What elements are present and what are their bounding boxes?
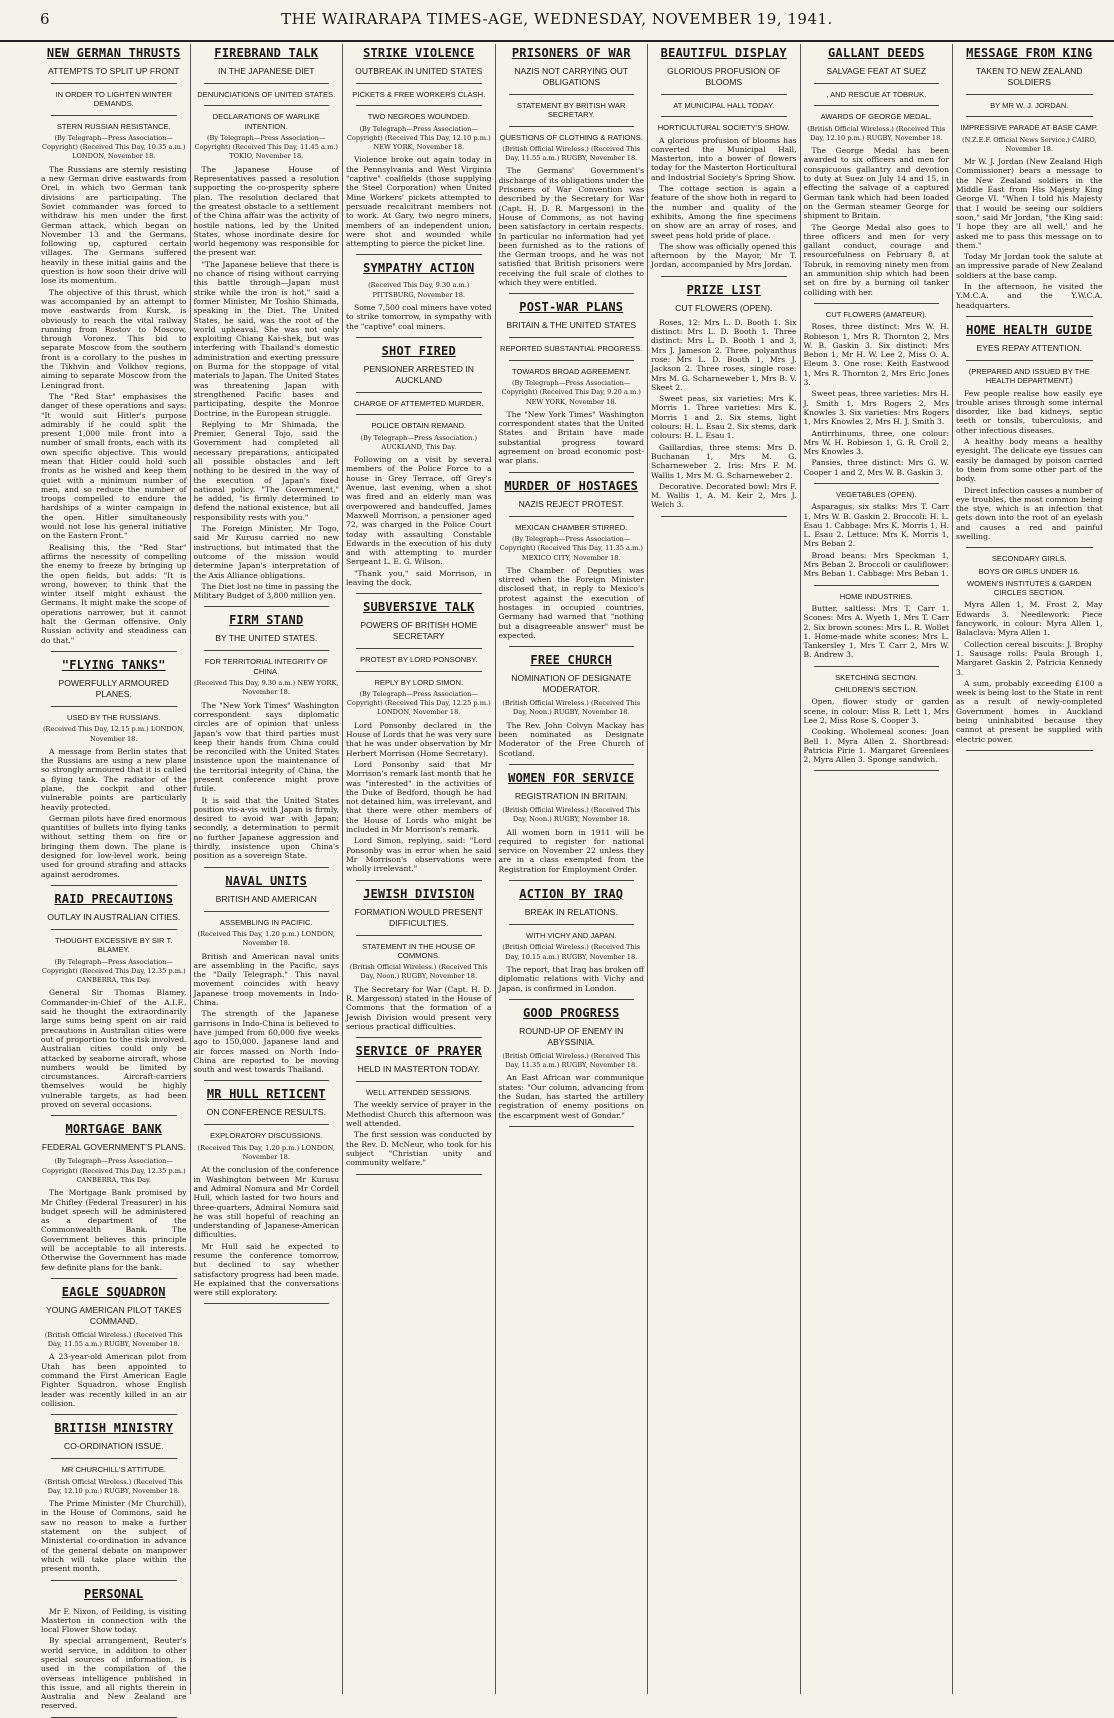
paragraph: The report, that Iraq has broken off diplomatic relations with Vichy and Japan, is confirmed in London. <box>498 964 644 993</box>
article-subheading: REGISTRATION IN BRITAIN. <box>514 790 628 801</box>
article-divider <box>51 885 177 886</box>
article <box>346 46 492 255</box>
dateline: (By Telegraph—Press Association.) AUCKLAND, This Day. <box>360 433 478 451</box>
paragraph: Cooking. Wholemeal scones: Joan Bell 1. Myra Allen 2. Shortbread: Patricia Pirie 1. Margaret Greenlees 2, Myra Allen 3. Sponge sandwich. <box>803 727 949 765</box>
paragraph: Violence broke out again today in the Pennsylvania and West Virginia "captive" coalfields (those supplying the Steel Corporation) when United Mine Workers' pickets attempted to persuade recalcitrant members not to work. At Gary, two negro miners, members of an independent union, were shot and wounded while attempting to pierce the picket line. <box>346 155 492 249</box>
article-divider <box>509 764 635 765</box>
article-divider <box>51 1414 177 1415</box>
article-divider <box>814 303 940 304</box>
paragraph: A healthy body means a healthy eyesight. The delicate eye tissues can easily be damaged by poison carried to them from some other part of the body. <box>956 437 1103 484</box>
dateline: (By Telegraph—Press Association—Copyright) (Received This Day, 12.35 p.m.) CANBERRA, This Day. <box>41 957 186 985</box>
article <box>804 490 950 586</box>
article-subheading: PENSIONER ARRESTED IN AUCKLAND <box>363 363 474 385</box>
paragraph: The "New York Times" Washington correspondent states that the United States and Britain have made substantial progress toward agreement on broad economic post-war plans. <box>498 409 644 466</box>
article-subheading: CHARGE OF ATTEMPTED MURDER. <box>353 398 484 408</box>
divider <box>661 116 787 117</box>
article-divider <box>204 867 330 868</box>
article-subheading: CHILDREN'S SECTION. <box>834 685 918 695</box>
dateline: (N.Z.E.F. Official News Service.) CAIRO, November 18. <box>962 135 1097 153</box>
paragraph: By special arrangement, Reuter's world service, in addition to other special sources of information, is used in the compilation of the overseas intelligence published in this issue, and all rights therein in Australia and New Zealand are reserved. <box>41 1636 187 1711</box>
paragraph: Roses, three distinct: Mrs W. H. Robieson 1, Mrs R. Thornton 2, Mrs W. B. Gaskin 3. Six distinct: Mrs Bebon 1, Mr H. W. Lee 2, Miss O. A. Eleum 3. One rose: Keith Eastwood 1, Mrs R. Thornton 2, Mrs Eric Jones 3. <box>803 322 949 388</box>
paragraph: "Thank you," said Morrison, in leaving the dock. <box>346 568 492 587</box>
article-divider <box>661 276 787 277</box>
divider <box>51 1458 177 1459</box>
article-headline: EAGLE SQUADRON <box>61 1284 166 1299</box>
article-subheading: BY MR W. J. JORDAN. <box>990 101 1069 110</box>
article-subheading: ATTEMPTS TO SPLIT UP FRONT <box>48 66 180 76</box>
column-4 <box>496 44 649 1694</box>
divider <box>356 671 482 672</box>
article-subheading: AWARDS OF GEORGE MEDAL. <box>820 112 932 122</box>
paragraph: The Japanese House of Representatives passed a resolution supporting the co-prosperity sphere plan. The resolution declared that the greatest obstacle to a settlement of the China affair was the activity of hostile nations, led by the United States, whose inordinate desire for world hegemony was responsible for the present war. <box>193 164 339 258</box>
divider <box>356 1081 482 1082</box>
paragraph: Asparagus, six stalks: Mrs T. Carr 1, Mrs W. B. Gaskin 2. Broccoli: H. L. Esau 1. Cabbage: Mrs K. Morris 1, H. L. Esau 2. Lettuce: Mrs K. Morris 1, Mrs Beban 2. <box>803 502 949 549</box>
article <box>346 887 492 1039</box>
article-subheading: ASSEMBLING IN PACIFIC. <box>219 917 313 927</box>
paragraph: Antirrhinums, three, one colour: Mrs W. H. Robieson 1, G. R. Croll 2, Mrs Knowles 3. <box>803 428 949 457</box>
paragraph: The Foreign Minister, Mr Togo, said Mr Kurusu carried no new instructions, but intimated that the outcome of the mission would determine Japan's interpretation of the Axis Alliance obligations. <box>193 524 339 580</box>
article-subheading: DECLARATIONS OF WARLIKE INTENTION. <box>212 112 320 131</box>
article-subheading: BOYS OR GIRLS UNDER 16. <box>978 566 1080 576</box>
article-subheading: FORMATION WOULD PRESENT DIFFICULTIES. <box>354 906 483 928</box>
paragraph: The George Medal also goes to three officers and men for very gallant conduct, courage and resourcefulness on February 8, at Tobruk, in removing ninety men from an ammunition ship which had been set on fire by a burning oil tanker colliding with her. <box>803 222 949 297</box>
article-headline: MORTGAGE BANK <box>65 1122 163 1137</box>
paragraph: Replying to Mr Shimada, the Premier, General Tojo, said the Government had completed all necessary preparations, anticipated all possible obstacles and left nothing to be desired in the way of the execution of Japan's fixed national policy. "The Government," he added, "is firmly determined to defend the national existence, but all responsibility rests with you." <box>193 419 339 522</box>
article-divider <box>204 1080 330 1081</box>
article-divider <box>509 293 635 294</box>
divider <box>814 105 940 106</box>
divider <box>356 392 482 393</box>
paragraph: Following on a visit by several members of the Police Force to a house in Grey Terrace, off Grey's Avenue, last evening, when a shot was fired and an elderly man was overpowered and handcuffed, James Maxwell Morrison, a pensioner aged 72, was charged in the Police Court today with assaulting Constable Edwards in the execution of his duty and with attempting to murder Sergeant L. E. G. Wilson. <box>346 455 492 567</box>
column-5 <box>648 44 801 1694</box>
paragraph: The "New York Times" Washington correspondent says diplomatic circles are of opinion that unless Japan's vow that third parties must keep their hands from China could be reconciled with the United States insistence upon the maintenance of the territorial integrity of China, the present conference might prove futile. <box>193 700 339 794</box>
article-divider <box>814 666 940 667</box>
article-subheading: SKETCHING SECTION. <box>835 672 918 682</box>
article-divider <box>814 585 940 586</box>
article-headline: HOME HEALTH GUIDE <box>966 322 1093 337</box>
paragraph: The weekly service of prayer in the Methodist Church this afternoon was well attended. <box>346 1100 492 1129</box>
paragraph: The Secretary for War (Capt. H. D. R. Margesson) stated in the House of Commons that the formation of a Jewish Division would present very serious practical difficulties. <box>346 984 492 1031</box>
paragraph: Collection cereal biscuits: J. Brophy 1. Sausage rolls: Paula Brough 1, Margaret Gaskin 2, Patricia Kennedy 3. <box>956 639 1103 677</box>
article-headline: SUBVERSIVE TALK <box>363 600 475 615</box>
article-subheading: STATEMENT IN THE HOUSE OF COMMONS. <box>362 941 476 960</box>
dateline: (By Telegraph—Press Association—Copyright) (Received This Day, 11.35 a.m.) MEXICO CITY, November 18. <box>499 534 643 562</box>
paragraph: Butter, saltless: Mrs T. Carr 1. Scones: Mrs A. Wyeth 1, Mrs T. Carr 2. Six brown scones: Mrs L. R. Wollet 1. Home-made white scones: Mrs L. Tankersley 1, Mrs T. Carr 2, Mrs W. B. Andrew 3. <box>803 603 949 660</box>
article-divider <box>356 1174 482 1175</box>
paragraph: Pansies, three distinct: Mrs G. W. Cooper 1 and 2, Mrs W. B. Gaskin 3. <box>803 458 949 477</box>
divider <box>356 83 482 84</box>
paragraph: Sweet peas, three varieties: Mrs H. J. Smith 1, Mrs Rogers 2, Mrs Knowles 3. Six varieties: Mrs Rogers 1, Mrs Knowles 2, Mrs H. J. Smith 3. <box>803 389 949 427</box>
article-subheading: TWO NEGROES WOUNDED. <box>367 112 470 122</box>
article <box>346 600 492 880</box>
paragraph: Broad beans: Mrs Speckman 1, Mrs Beban 2. Broccoli or cauliflower: Mrs Beban 1. Cabbage: Mrs Beban 1. <box>803 550 949 579</box>
dateline: (Received This Day, 1.20 p.m.) LONDON, November 18. <box>197 1143 335 1162</box>
divider <box>509 126 635 127</box>
masthead <box>0 0 1114 42</box>
article-divider <box>51 1115 177 1116</box>
article <box>651 46 797 277</box>
article-headline: FIREBRAND TALK <box>214 46 319 60</box>
article <box>41 658 187 886</box>
article-subheading: STERN RUSSIAN RESISTANCE. <box>56 121 171 131</box>
article-subheading: BY THE UNITED STATES. <box>215 633 318 644</box>
article-headline: GOOD PROGRESS <box>522 1005 620 1020</box>
column-1 <box>38 44 191 1711</box>
article-subheading: STATEMENT BY BRITISH WAR SECRETARY. <box>517 101 626 120</box>
dateline: (British Official Wireless.) (Received This Day, 10.15 a.m.) RUGBY, November 18. <box>502 943 641 961</box>
article-subheading: AT MUNICIPAL HALL TODAY. <box>673 101 775 110</box>
paragraph: Roses, 12: Mrs L. D. Booth 1. Six distinct: Mrs L. D. Booth 1. Three distinct: Mrs L. D. Booth 1 and 3, Mrs J. Jameson 2. Three, polyanthus rose: Mrs L. D. Booth 1, Mrs J. Jackson 2. Three roses, single rose: Mrs M. G. Scharneweber 1, Mrs B. V. Skeet 2. <box>651 317 797 392</box>
article-headline: NEW GERMAN THRUSTS <box>46 46 181 60</box>
article <box>346 261 492 337</box>
divider <box>204 1124 330 1125</box>
article-headline: SERVICE OF PRAYER <box>355 1044 482 1059</box>
columns-container <box>38 44 1106 1711</box>
article <box>499 46 645 294</box>
paragraph: The Prime Minister (Mr Churchill), in the House of Commons, said he saw no reason to make a further statement on the subject of Ministerial co-ordination in advance of the general debate on manpower which will take place within the present month. <box>41 1499 187 1574</box>
dateline: (By Telegraph—Press Association—Copyright) (Received This Day, 12.25 p.m.) LONDON, November 18. <box>346 689 491 717</box>
article-subheading: MEXICAN CHAMBER STIRRED. <box>515 522 628 532</box>
article-subheading: POWERFULLY ARMOURED PLANES. <box>58 677 169 699</box>
article-subheading: EXPLORATORY DISCUSSIONS. <box>209 1131 323 1141</box>
article-headline: SYMPATHY ACTION <box>363 261 475 276</box>
article-divider <box>966 547 1093 548</box>
article-subheading: NAZIS NOT CARRYING OUT OBLIGATIONS <box>514 66 629 87</box>
article-divider <box>204 1303 330 1304</box>
article <box>804 592 950 667</box>
divider <box>356 648 482 649</box>
article <box>651 283 797 517</box>
divider <box>51 929 177 930</box>
article <box>41 1587 187 1718</box>
newspaper-title: THE WAIRARAPA TIMES-AGE, WEDNESDAY, NOVEMBER 19, 1941. <box>281 10 833 28</box>
dateline: (Received This Day, 12.15 p.m.) LONDON, November 18. <box>42 725 185 743</box>
dateline: (British Official Wireless.) (Received This Day, 11.35 a.m.) RUGBY, November 18. <box>502 1051 641 1070</box>
dateline: (Received This Day, 9.30 a.m.) PITTSBURG, November 18. <box>368 281 470 299</box>
article-headline: NAVAL UNITS <box>225 873 308 888</box>
paragraph: At the conclusion of the conference in Washington between Mr Kurusu and Admiral Nomura and Mr Cordell Hull, which lasted for two hours and three-quarters, Admiral Nomura said he was still hopeful of reaching an understanding of Japanese-American difficulties. <box>193 1165 339 1240</box>
paragraph: The Rev. John Colvyn Mackay has been nominated as Designate Moderator of the Free Church of Scotland. <box>498 720 644 758</box>
article-subheading: (PREPARED AND ISSUED BY THE HEALTH DEPARTMENT.) <box>968 366 1090 386</box>
article-subheading: YOUNG AMERICAN PILOT TAKES COMMAND. <box>45 1304 182 1326</box>
paragraph: The "Red Star" emphasises the danger of these operations and says: "It would suit Hitler's purpose admirably if he could split the present 1,000 mile front into a number of small fronts, each with its own specific objective. This would mean that Hitler could hold such fronts as he wished and keep them quiet with a minimum number of men, and so reduce the number of troops compelled to endure the hardships of a winter campaign in the open. Hitler simultaneously would not lose his general initiative on the Eastern Front." <box>41 391 187 541</box>
paragraph: The Russians are sternly resisting a new German drive eastwards from Orel, in which two German tank divisions are participating. The Soviet commander was forced to withdraw his men under the first German attack, which began on November 13 and the Germans, following up, captured certain villages. The Germans suffered heavily in these initial gains and the question is how soon their drive will lose its momentum. <box>41 164 187 286</box>
article <box>41 1285 187 1415</box>
paragraph: The George Medal has been awarded to six officers and men for conspicuous gallantry and devotion to duty at Suez on July 14 and 15, in effecting the salvage of a captured German tank which had been loaded on the German steamer George for shipment to Britain. <box>803 146 949 221</box>
paragraph: The Germans' Government's discharge of its obligations under the Prisoners of War Convention was described by the Secretary for War (Capt. H. D. R. Margesson) in the House of Commons, as not having been satisfactory in certain respects. In particular no information had yet been furnished as to the rations of the German troops, and he was not satisfied that British prisoners were receiving the full scale of clothes to which they were entitled. <box>498 166 644 288</box>
paragraph: A glorious profusion of blooms has converted the Municipal Hall, Masterton, into a bower of flowers today for the Masterton Horticultural and Industrial Society's Spring Show. <box>651 135 797 182</box>
article <box>804 46 950 304</box>
paragraph: The Mortgage Bank promised by Mr Chifley (Federal Treasurer) in his budget speech will be administered as a department of the Commonwealth Bank. The Government believes this principle will be acceptable to all interests. Otherwise the Government has made few definite plans for the bank. <box>41 1188 187 1272</box>
divider <box>509 516 635 517</box>
paragraph: The cottage section is again a feature of the show both in regard to the number and quality of the exhibits. Among the fine specimens on show are an array of roses, and sweet peas hold pride of place. <box>651 184 797 240</box>
divider <box>204 105 330 106</box>
column-2 <box>191 44 344 1694</box>
article-subheading: POLICE OBTAIN REMAND. <box>371 421 467 431</box>
dateline: (By Telegraph—Press Association—Copyright) (Received This Day, 10.35 a.m.) LONDON, November 18. <box>41 133 186 161</box>
article-divider <box>356 337 482 338</box>
divider <box>509 924 635 925</box>
article-subheading: IN ORDER TO LIGHTEN WINTER DEMANDS. <box>55 90 173 109</box>
paragraph: Lord Ponsonby declared in the House of Lords that he was very sure that he was under observation by Mr Herbert Morrison (Home Secretary). <box>346 720 492 758</box>
column-7 <box>953 44 1106 1694</box>
article-headline: BRITISH MINISTRY <box>54 1421 174 1436</box>
article <box>499 653 645 765</box>
paragraph: The first session was conducted by the Rev. D. McNeur, who took for his subject "Christian unity and community welfare." <box>346 1130 492 1168</box>
paragraph: Gaillardias, three stems: Mrs D. Buchanan 1, Mrs M. G. Scharneweber 2. Iris: Mrs F. M. Wallis 1, Mrs M. G. Scharneweber 2. <box>651 442 797 480</box>
divider <box>509 360 635 361</box>
article <box>499 1006 645 1127</box>
article-divider <box>814 483 940 484</box>
paragraph: Realising this, the "Red Star" affirms the necessity of compelling the enemy to freeze by bringing up the open fields, but adds: "It is wrong, however, to think that the winter itself might exhaust the Germans. It might make the scope of operations narrower, but it cannot halt the German offensive. Only Russian activity and steadiness can do that." <box>41 542 187 645</box>
article-headline: SHOT FIRED <box>381 343 456 358</box>
paragraph: German pilots have fired enormous quantities of bullets into flying tanks without setting them on fire or bringing them down. The plane is designed for low-level work, being used for ground strafing and attacks against aerodromes. <box>41 813 187 879</box>
article <box>956 554 1103 751</box>
article <box>499 479 645 648</box>
article-divider <box>51 651 177 652</box>
article-subheading: GLORIOUS PROFUSION OF BLOOMS <box>667 66 781 87</box>
article <box>346 344 492 594</box>
article-subheading: CUT FLOWERS (AMATEUR). <box>825 309 927 319</box>
article <box>499 771 645 881</box>
article-subheading: OUTBREAK IN UNITED STATES <box>355 66 483 76</box>
article-divider <box>814 770 940 771</box>
paragraph: General Sir Thomas Blamey, Commander-in-Chief of the A.I.F., said he thought the extraordinarily large sums being spent on air raid precautions in Australian cities were out of proportion to the risk involved. Australian cities could only be attacked by seaborne aircraft, whose numbers would be limited by circumstances. Aircraft-carriers themselves would be highly vulnerable targets, as had been proved on several occasions. <box>41 988 187 1110</box>
paragraph: Lord Ponsonby said that Mr Morrison's remark last month that he was "interested" in the activities of the Duke of Bedford, though he had not detained him, was irrelevant, and that there were other members of the House of Lords who might be included in Mr Morrison's remark. <box>346 759 492 835</box>
paragraph: The show was officially opened this afternoon by the Mayor, Mr T. Jordan, accompanied by Mrs Jordan. <box>651 241 797 270</box>
paragraph: British and American naval units are assembling in the Pacific, says the "Daily Telegraph." This naval movement coincides with heavy Japanese troop movements in Indo-China. <box>193 951 339 1008</box>
article-subheading: WITH VICHY AND JAPAN. <box>526 931 617 941</box>
article-divider <box>966 316 1093 317</box>
dateline: (Received This Day, 1.20 p.m.) LONDON, November 18. <box>197 929 335 948</box>
article-subheading: THOUGHT EXCESSIVE BY SIR T. BLAMEY. <box>55 935 173 955</box>
article-subheading: HELD IN MASTERTON TODAY. <box>357 1064 480 1075</box>
article-subheading: REPLY BY LORD SIMON. <box>374 677 464 687</box>
article-subheading: POWERS OF BRITISH HOME SECRETARY <box>360 620 478 642</box>
article-subheading: PICKETS & FREE WORKERS CLASH. <box>352 90 486 99</box>
article-divider <box>51 1278 177 1279</box>
divider <box>966 94 1093 95</box>
paragraph: Mr Hull said he expected to resume the conference tomorrow, but declined to say whether satisfactory progress had been made. He explained that the conversations were still exploratory. <box>193 1241 339 1298</box>
paragraph: "The Japanese believe that there is no chance of rising without carrying this battle through—Japan must strike while the iron is hot," said a former Minister, Mr Toshio Shimada, speaking in the Diet. The United States, he said, was the root of the world upheaval. She was not only exploiting Chiang Kai-shek, but was interfering with Thailand's domestic administration and exerting pressure on Burma for the stoppage of vital materials to Japan. The United States was threatening Japan with strengthened Pacific bases and participating, despite the Monroe Doctrine, in the European struggle. <box>193 259 339 418</box>
paragraph: Mr F. Nixon, of Feilding, is visiting Masterton in connection with the local Flower Show today. <box>41 1606 187 1635</box>
article-headline: FIRM STAND <box>229 613 304 628</box>
divider <box>51 706 177 707</box>
divider <box>204 911 330 912</box>
article-divider <box>509 646 635 647</box>
divider <box>509 337 635 338</box>
paragraph: Myra Allen 1, M. Frost 2, May Edwards 3. Needlework: Piece fancywork, in colour: Myra Allen 1, Balaclava: Myra Allen 1. <box>956 600 1103 638</box>
article-headline: POST-WAR PLANS <box>519 300 624 315</box>
article-subheading: REPORTED SUBSTANTIAL PROGRESS. <box>500 344 643 354</box>
article <box>194 1087 340 1304</box>
article-headline: "FLYING TANKS" <box>61 657 166 672</box>
divider <box>51 83 177 84</box>
article-headline: PERSONAL <box>84 1586 144 1601</box>
article <box>346 1044 492 1174</box>
dateline: (British Official Wireless.) (Received This Day, 11.55 a.m.) RUGBY, November 18. <box>502 144 641 163</box>
article-headline: WOMEN FOR SERVICE <box>508 770 635 785</box>
article-divider <box>356 593 482 594</box>
article-subheading: HOME INDUSTRIES. <box>839 591 913 601</box>
column-3 <box>343 44 496 1694</box>
paragraph: Decorative. Decorated bowl: Mrs F. M. Wallis 1, A. M. Keir 2, Mrs J. Welch 3. <box>651 481 797 510</box>
article-headline: MR HULL RETICENT <box>206 1087 326 1102</box>
paragraph: In the afternoon, he visited the Y.M.C.A. and the Y.W.C.A. headquarters. <box>956 282 1103 310</box>
article-divider <box>356 1037 482 1038</box>
article-divider <box>509 1126 635 1127</box>
article <box>41 1421 187 1580</box>
article-headline: FREE CHURCH <box>530 653 613 668</box>
article-subheading: HORTICULTURAL SOCIETY'S SHOW. <box>657 123 790 133</box>
article-divider <box>204 606 330 607</box>
article <box>499 887 645 1000</box>
article-subheading: BRITISH AND AMERICAN <box>215 893 317 904</box>
article-subheading: USED BY THE RUSSIANS. <box>67 712 161 722</box>
article-headline: MURDER OF HOSTAGES <box>504 478 639 493</box>
paragraph: Open, flower study or garden scene, in colour: Miss R. Lett 1, Mrs Lee 2, Miss Rose S. Cooper 3. <box>803 697 949 725</box>
article <box>194 874 340 1082</box>
article-headline: JEWISH DIVISION <box>363 886 475 901</box>
paragraph: A sum, probably exceeding £100 a week is being lost to the State in rent as a result of newly-completed Government homes in Auckland being uninhabited because they cannot at present be supplied with electric power. <box>956 678 1103 744</box>
article-divider <box>51 1580 177 1581</box>
article-subheading: EYES REPAY ATTENTION. <box>976 342 1082 353</box>
paragraph: The Chamber of Deputies was stirred when the Foreign Minister disclosed that, in reply to Mexico's protest against the execution of hostages in occupied countries, Germany had warned that "nothing but a disagreeable answer" must be expected. <box>498 565 644 640</box>
article-subheading: NOMINATION OF DESIGNATE MODERATOR. <box>511 673 632 695</box>
article-subheading: WELL ATTENDED SESSIONS. <box>366 1088 472 1098</box>
dateline: (British Official Wireless.) (Received This Day, Noon.) RUGBY, November 18. <box>502 699 641 717</box>
article-divider <box>509 880 635 881</box>
paragraph: Sweet peas, six varieties: Mrs K. Morris 1. Three varieties: Mrs K. Morris 1 and 2. Six stems, light colours: H. L. Esau 2. Six stems, dark colours: H. L. Esau 1. <box>651 394 797 441</box>
article <box>499 300 645 472</box>
divider <box>356 105 482 106</box>
article-divider <box>661 516 787 517</box>
article <box>956 46 1103 317</box>
article-subheading: ON CONFERENCE RESULTS. <box>206 1107 326 1118</box>
article-divider <box>356 254 482 255</box>
paragraph: It is said that the United States position vis-a-vis with Japan is firmly, desired to avoid war with Japan; secondly, a determination to permit no further Japanese aggression and thirdly, insistence upon China's position as a sovereign State. <box>193 795 339 861</box>
divider <box>356 935 482 936</box>
article <box>194 46 340 607</box>
paragraph: Today Mr Jordan took the salute at an impressive parade of New Zealand soldiers at the base camp. <box>956 252 1103 280</box>
divider <box>356 414 482 415</box>
article-subheading: SALVAGE FEAT AT SUEZ <box>826 66 927 76</box>
dateline: (British Official Wireless.) (Received This Day, 11.55 a.m.) RUGBY, November 18. <box>44 1330 183 1349</box>
article <box>956 323 1103 548</box>
divider <box>966 116 1093 117</box>
dateline: (By Telegraph—Press Association—Copyright) (Received This Day, 11.45 a.m.) TOKIO, November 18. <box>194 133 338 161</box>
article-subheading: NAZIS REJECT PROTEST. <box>518 498 624 509</box>
article-subheading: TAKEN TO NEW ZEALAND SOLDIERS <box>976 66 1083 87</box>
divider <box>814 83 940 84</box>
article-headline: STRIKE VIOLENCE <box>363 46 475 60</box>
article-subheading: DENUNCIATIONS OF UNITED STATES. <box>197 90 336 99</box>
article-subheading: PROTEST BY LORD PONSONBY. <box>360 655 478 665</box>
paragraph: A 23-year-old American pilot from Utah has been appointed to command the First American Eagle Fighter Squadron, whose English leader was recently killed in an air collision. <box>41 1352 187 1408</box>
article-subheading: WOMEN'S INSTITUTES & GARDEN CIRCLES SECTION. <box>966 578 1092 598</box>
article <box>41 46 187 652</box>
article-headline: ACTION BY IRAQ <box>519 887 624 902</box>
article-subheading: ROUND-UP OF ENEMY IN ABYSSINIA. <box>519 1025 624 1047</box>
paragraph: A message from Berlin states that the Russians are using a new plane so strongly armoured that it is called a flying tank. The radiator of the plane, the cockpit and other vulnerable points are particularly heavily protected. <box>41 746 187 812</box>
page-number: 6 <box>40 10 50 28</box>
article-subheading: QUESTIONS OF CLOTHING & RATIONS. <box>499 132 643 142</box>
paragraph: Direct infection causes a number of eye troubles, the most common being the stye, which is an infection that gets down into the root of an eyelash and causes a red and painful swelling. <box>956 485 1103 541</box>
article-headline: GALLANT DEEDS <box>827 46 925 60</box>
article-divider <box>509 472 635 473</box>
divider <box>966 360 1093 361</box>
article-headline: RAID PRECAUTIONS <box>54 891 174 906</box>
paragraph: Lord Simon, replying, said: "Lord Ponsonby was in error when he said Mr Morrison's observations were wholly irrelevant." <box>346 836 492 874</box>
article <box>804 673 950 772</box>
article-subheading: , AND RESCUE AT TOBRUK. <box>826 90 927 99</box>
article-subheading: BRITAIN & THE UNITED STATES <box>506 320 637 331</box>
divider <box>509 94 635 95</box>
paragraph: Mr W. J. Jordan (New Zealand High Commissioner) bears a message to the New Zealand soldiers in the Middle East from His Majesty King George VI. "When I told his Majesty that I would be seeing our soldiers soon," said Mr Jordan, "the King said: 'I hope they are all well,' and he asked me to pass this message on to them." <box>956 157 1103 250</box>
paragraph: The strength of the Japanese garrisons in Indo-China is believed to have jumped from 60,000 five weeks ago to 150,000. Japanese land and air forces massed on North Indo-China are reported to be moving south and west towards Thailand. <box>193 1009 339 1075</box>
article-subheading: MR CHURCHILL'S ATTITUDE. <box>61 1465 166 1475</box>
article-subheading: VEGETABLES (OPEN). <box>836 489 917 499</box>
paragraph: All women born in 1911 will be required to register for national service on November 22 unless they are in a class exempted from the Registration for Employment Order. <box>498 827 644 874</box>
dateline: (British Official Wireless.) (Received This Day, Noon.) RUGBY, November 18. <box>502 805 641 824</box>
article-subheading: FEDERAL GOVERNMENT'S PLANS. <box>41 1142 186 1153</box>
article-headline: PRIZE LIST <box>686 282 761 297</box>
article <box>41 892 187 1116</box>
article-subheading: IMPRESSIVE PARADE AT BASE CAMP. <box>960 123 1098 133</box>
dateline: (British Official Wireless.) (Received This Day, Noon.) RUGBY, November 18. <box>349 963 488 981</box>
article-divider <box>966 750 1093 751</box>
dateline: (By Telegraph—Press Association—Copyright) (Received This Day, 12.35 p.m.) CANBERRA, This Day. <box>41 1157 186 1184</box>
column-6 <box>801 44 954 1694</box>
article-subheading: BREAK IN RELATIONS. <box>524 907 618 918</box>
article-subheading: OUTLAY IN AUSTRALIAN CITIES. <box>47 911 181 922</box>
dateline: (By Telegraph—Press Association—Copyright) (Received This Day, 9.20 a.m.) NEW YORK, November 18. <box>501 378 641 406</box>
article-subheading: SECONDARY GIRLS. <box>991 554 1067 564</box>
paragraph: An East African war communique states: "Our column, advancing from the Sudan, has started the artillery registration of enemy positions on the escarpment west of Gondar." <box>498 1073 644 1120</box>
article-subheading: CO-ORDINATION ISSUE. <box>63 1441 164 1452</box>
article-subheading: TOWARDS BROAD AGREEMENT. <box>511 366 631 376</box>
article-headline: BEAUTIFUL DISPLAY <box>660 46 787 60</box>
divider <box>204 83 330 84</box>
article <box>41 1122 187 1279</box>
article-divider <box>509 999 635 1000</box>
paragraph: Few people realise how easily eye trouble arises through some internal disorder, like bad kidneys, septic teeth or tonsils, tuberculosis, and other infectious diseases. <box>956 388 1103 435</box>
dateline: (British Official Wireless.) (Received This Day, 12.10 p.m.) RUGBY, November 18. <box>807 124 946 142</box>
article <box>194 613 340 867</box>
paragraph: The objective of this thrust, which was accompanied by an attempt to move eastwards from Kursk, is obviously to reach the vital railway running from Rostov to Moscow, through Voronez. This bid to separate Moscow from the southern front is a corollary to the pushes in the Tikhvin and Volkhov regions, aiming to separate Moscow from the Leningrad front. <box>41 287 187 390</box>
article-subheading: CUT FLOWERS (OPEN). <box>675 302 773 313</box>
article-headline: PRISONERS OF WAR <box>511 46 631 60</box>
divider <box>661 94 787 95</box>
dateline: (Received This Day, 9.30 a.m.) NEW YORK, November 18. <box>193 679 339 697</box>
divider <box>204 650 330 651</box>
paragraph: The Diet lost no time in passing the Military Budget of 3,800 million yen. <box>193 581 339 601</box>
dateline: (British Official Wireless.) (Received This Day, 12.10 p.m.) RUGBY, November 18. <box>44 1477 183 1495</box>
divider <box>51 115 177 116</box>
article-subheading: IN THE JAPANESE DIET <box>217 66 315 76</box>
article-divider <box>356 880 482 881</box>
article-headline: MESSAGE FROM KING <box>966 46 1093 60</box>
article-subheading: FOR TERRITORIAL INTEGRITY OF CHINA. <box>204 657 328 676</box>
paragraph: Some 7,500 coal miners have voted to strike tomorrow, in sympathy with the "captive" coal miners. <box>346 303 492 331</box>
dateline: (By Telegraph—Press Association—Copyright) (Received This Day, 12.10 p.m.) NEW YORK, November 18. <box>346 124 491 152</box>
article <box>804 310 950 484</box>
